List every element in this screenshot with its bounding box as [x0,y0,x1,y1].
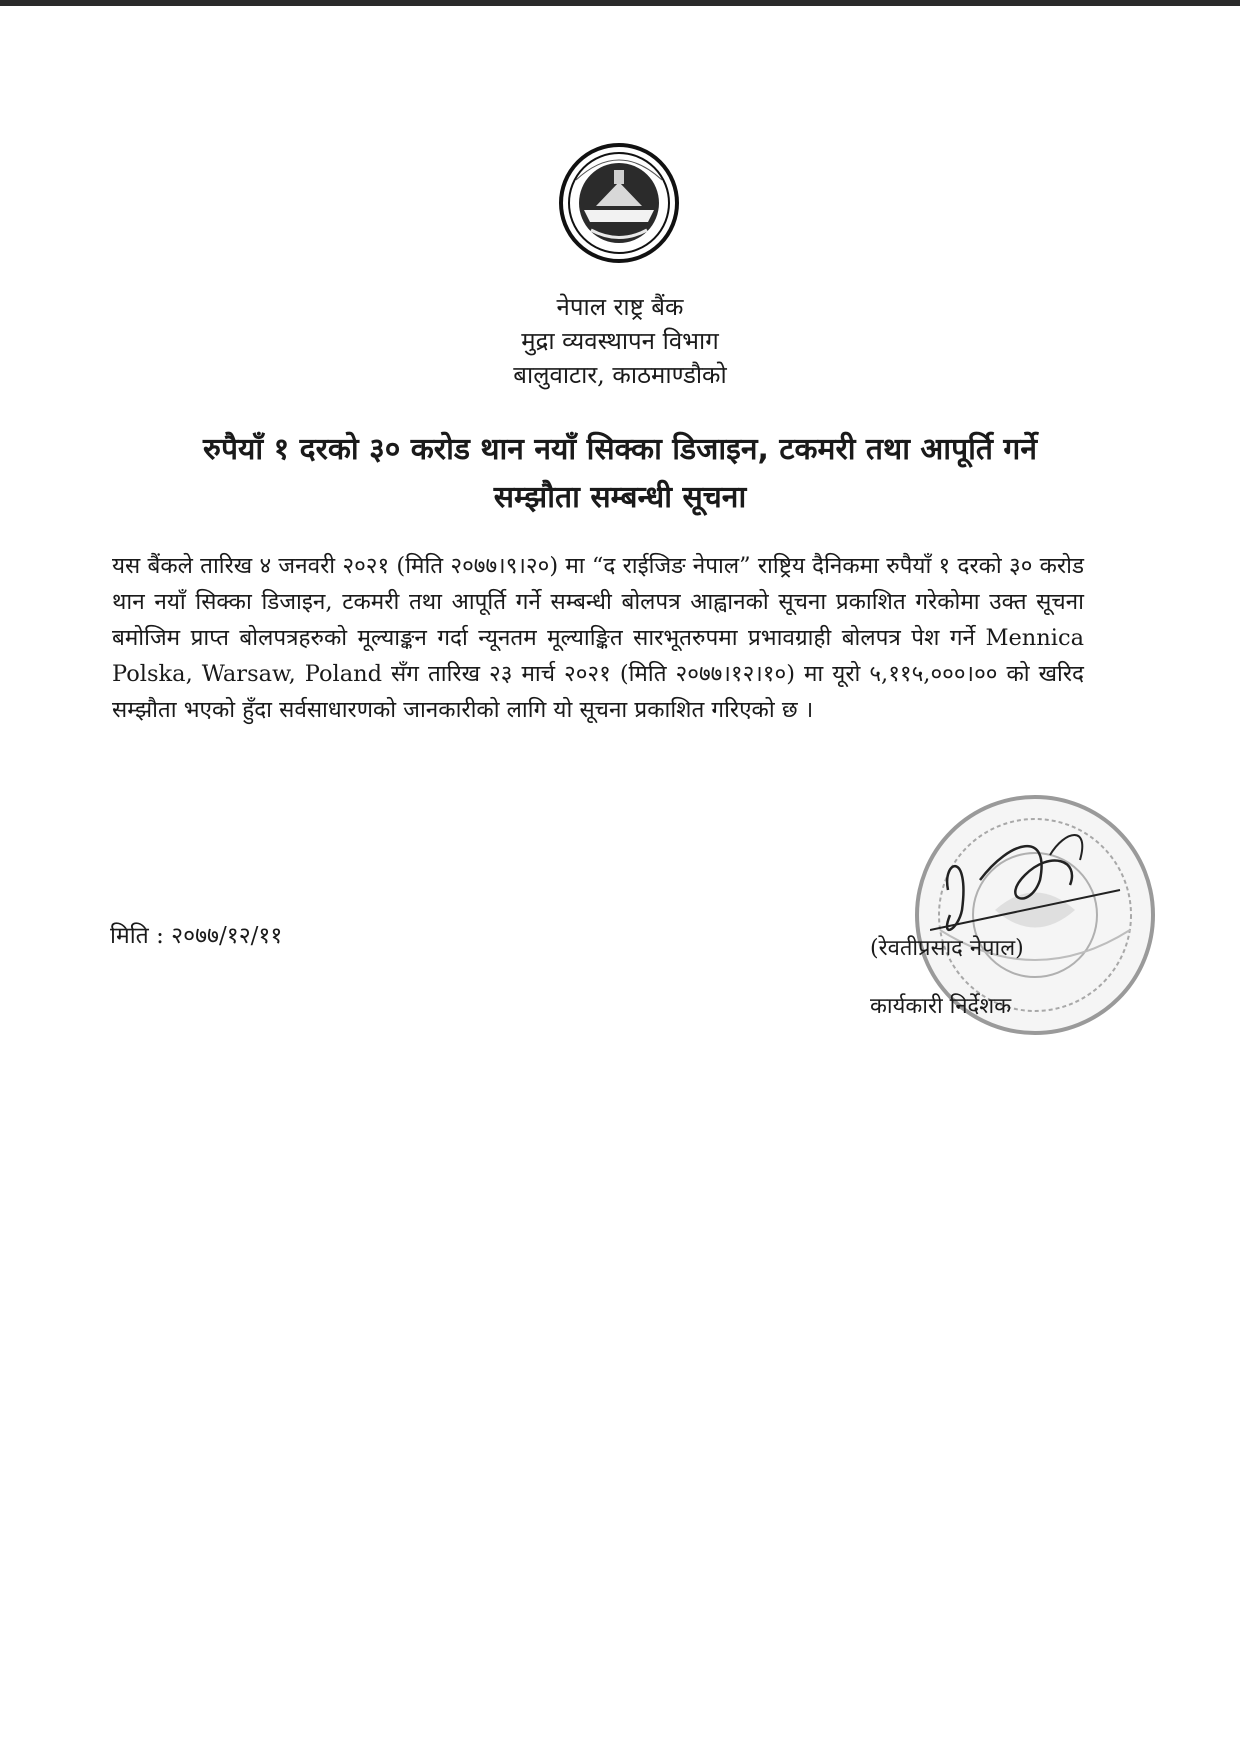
notice-body: यस बैंकले तारिख ४ जनवरी २०२१ (मिति २०७७।९।२०) मा “द राईजिङ नेपाल” राष्ट्रिय दैनिकमा रुपैयाँ १ दरको ३० करोड थान नयाँ सिक्का डिजाइन, टकमरी तथा आपूर्ति गर्ने सम्बन्धी बोलपत्र आह्वानको सूचना प्रकाशित गरेकोमा उक्त सूचना बमोजिम प्राप्त बोलपत्रहरुको मूल्याङ्कन गर्दा न्यूनतम मूल्याङ्कित सारभूतरुपमा प्रभावग्राही बोलपत्र पेश गर्ने Mennica Polska, Warsaw, Poland सँग तारिख २३ मार्च २०२१ (मिति २०७७।१२।१०) मा यूरो ५,११५,०००।०० को खरिद सम्झौता भएको हुँदा सर्वसाधारणको जानकारीको लागि यो सूचना प्रकाशित गरिएको छ । [112,553,1084,723]
notice-title-line-2: सम्झौता सम्बन्धी सूचना [493,480,747,515]
letterhead [0,290,1240,392]
notice-title-line-1: रुपैयाँ १ दरको ३० करोड थान नयाँ सिक्का डिजाइन, टकमरी तथा आपूर्ति गर्ने [203,432,1037,467]
notice-date: मिति : २०७७/१२/११ [110,923,283,949]
bank-logo-icon [556,140,682,266]
org-location: बालुवाटार, काठमाण्डौको [513,361,727,389]
notice-title [110,426,1130,522]
signatory-title: कार्यकारी निर्देशक [870,994,1012,1019]
department-name: मुद्रा व्यवस्थापन विभाग [521,327,719,355]
signatory-name: (रेवतीप्रसाद नेपाल) [870,936,1024,961]
scan-top-edge [0,0,1240,6]
org-name: नेपाल राष्ट्र बैंक [556,293,684,321]
